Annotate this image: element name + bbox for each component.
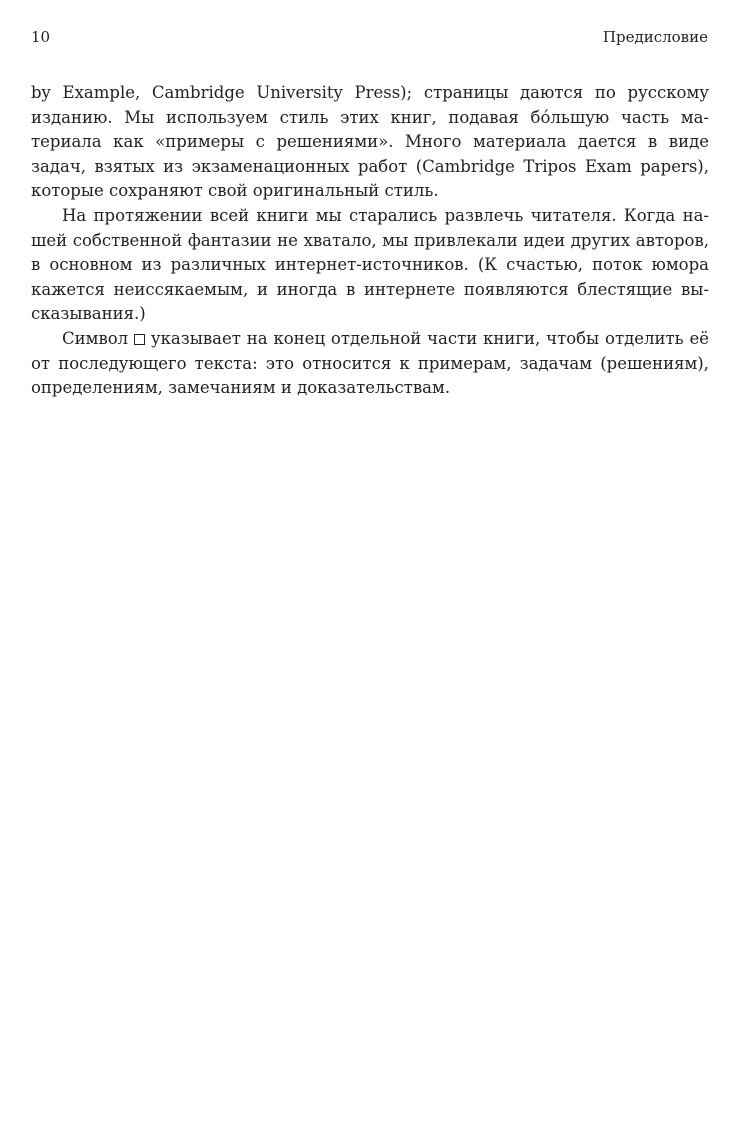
paragraph-1-line-2: изданию. Мы используем стиль этих книг, подавая бо́льшую часть ма- — [31, 107, 709, 127]
paragraph-2-line-2: шей собственной фантазии не хватало, мы привлекали идеи других авторов, — [31, 230, 709, 250]
end-of-section-square-icon — [134, 334, 145, 345]
paragraph-1-line-5: которые сохраняют свой оригинальный стиль. — [31, 181, 439, 201]
paragraph-2-line-4: кажется неиссякаемым, и иногда в интернете появляются блестящие вы- — [31, 279, 709, 299]
body-text — [31, 81, 709, 401]
paragraph-2-line-1: На протяжении всей книги мы старались развлечь читателя. Когда на- — [62, 205, 709, 225]
paragraph-3-line-3: определениям, замечаниям и доказательствам. — [31, 378, 451, 398]
paragraph-1-line-4: задач, взятых из экзаменационных работ (Cambridge Tripos Exam papers), — [31, 156, 709, 176]
paragraph-1-line-3: териала как «примеры с решениями». Много материала дается в виде — [31, 132, 709, 152]
paragraph-3-line-1-rest: указывает на конец отдельной части книги, чтобы отделить её — [150, 328, 710, 348]
paragraph-2-line-5: сказывания.) — [31, 304, 146, 324]
paragraph-3-line-1 — [31, 327, 709, 352]
page-number: 10 — [31, 28, 51, 46]
paragraph-3-line-2: от последующего текста: это относится к примерам, задачам (решениям), — [31, 353, 709, 373]
section-title: Предисловие — [602, 28, 708, 46]
paragraph-3-lead-word: Символ — [62, 328, 129, 348]
paragraph-2-line-3: в основном из различных интернет-источников. (К счастью, поток юмора — [31, 255, 709, 275]
paragraph-1-line-1: by Example, Cambridge University Press); страницы даются по русскому — [31, 83, 709, 102]
running-head — [31, 27, 708, 47]
